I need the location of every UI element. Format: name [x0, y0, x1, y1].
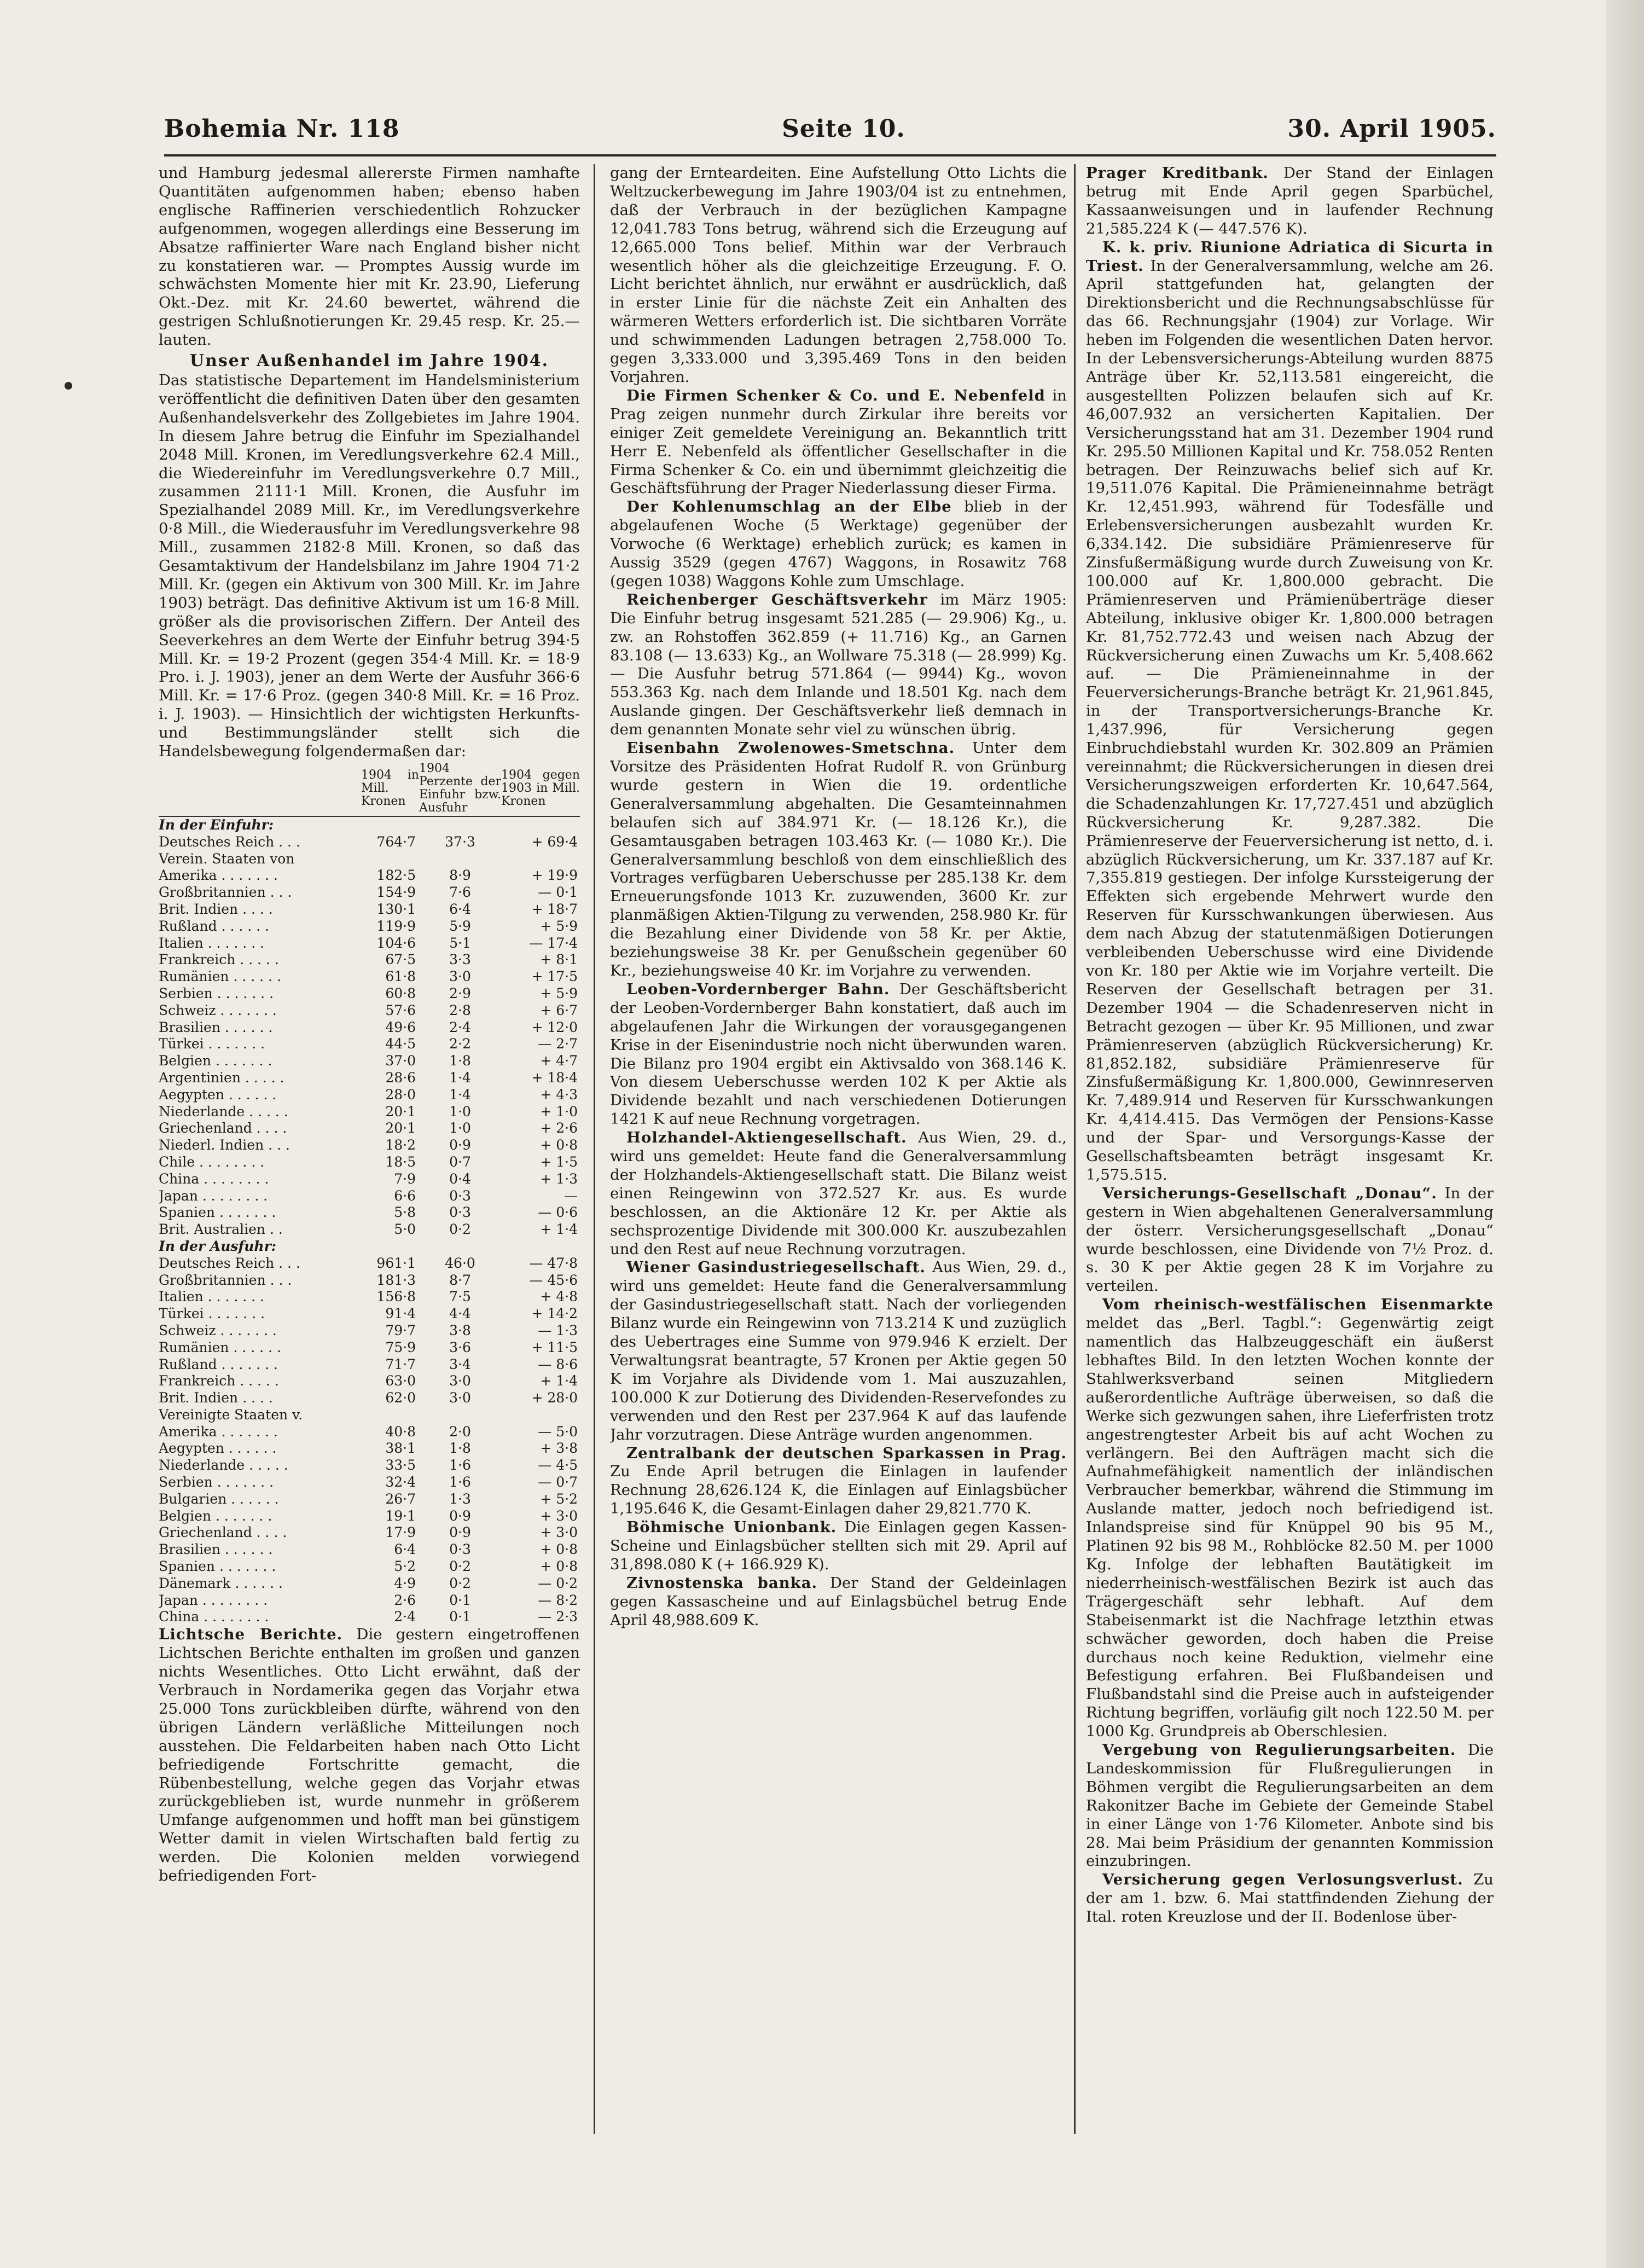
- headline-kreditbank: Prager Kreditbank.: [1086, 164, 1269, 182]
- value-cell: 38·1: [385, 1440, 416, 1457]
- table-row: [159, 1002, 580, 1019]
- percent-cell: 46·0: [445, 1255, 475, 1271]
- headline-regulierung: Vergebung von Regulierungsarbeiten.: [1102, 1741, 1456, 1759]
- change-cell: — 45·6: [529, 1272, 578, 1288]
- table-row: [159, 1575, 580, 1592]
- change-cell: — 0·6: [538, 1204, 578, 1221]
- country-cell: Griechenland . . . .: [159, 1120, 287, 1136]
- percent-cell: 2·0: [449, 1423, 471, 1440]
- country-cell: Japan . . . . . . . .: [159, 1592, 268, 1608]
- table-row: [159, 1019, 580, 1036]
- table-row: [159, 1424, 580, 1441]
- table-row: [159, 1221, 580, 1238]
- table-row: [159, 1407, 580, 1424]
- column-1: [159, 164, 580, 2134]
- table-row: [159, 884, 580, 901]
- headline-unionbank: Böhmische Unionbank.: [626, 1518, 837, 1536]
- change-cell: + 4·3: [540, 1086, 578, 1103]
- headline-zentralbank: Zentralbank der deutschen Sparkassen in Prag.: [626, 1444, 1067, 1462]
- value-cell: 156·8: [376, 1289, 416, 1305]
- headline-zivnostenska: Zivnostenska banka.: [626, 1574, 818, 1592]
- percent-cell: 2·2: [449, 1036, 471, 1052]
- article-holzhandel: Aus Wien, 29. d., wird uns gemeldet: Heute fand die Generalversammlung der Holzhandels-Aktiengesellschaft statt. Die Bilanz weist einen Reingewinn von 372.527 Kr. aus. Es wurde beschlossen, an die Aktionäre 12 Kr. per Aktie als sechsprozentige Dividende mit 300.000 Kr. auszubezahlen und den Rest auf neue Rechnung vorzutragen.: [610, 1129, 1067, 1258]
- table-row: [159, 1373, 580, 1390]
- newspaper-title: Bohemia Nr. 118: [164, 115, 400, 143]
- percent-cell: 0·2: [449, 1221, 471, 1238]
- change-cell: + 69·4: [531, 833, 578, 850]
- table-row: [159, 1104, 580, 1121]
- change-cell: + 5·9: [540, 918, 578, 934]
- value-cell: 182·5: [376, 867, 416, 884]
- percent-cell: 3·0: [449, 1373, 471, 1389]
- import-rows: [159, 816, 580, 1238]
- table-row: [159, 1171, 580, 1188]
- value-cell: 5·2: [394, 1558, 416, 1575]
- value-cell: 40·8: [385, 1423, 416, 1440]
- country-cell: Niederlande . . . . .: [159, 1457, 288, 1474]
- change-cell: + 1·4: [540, 1373, 578, 1389]
- percent-cell: 5·9: [449, 918, 471, 934]
- headline-riunione: K. k. priv. Riunione Adriatica di Sicurta in Triest.: [1086, 238, 1494, 275]
- percent-cell: 4·4: [449, 1306, 471, 1322]
- table-row: [159, 1508, 580, 1525]
- change-cell: —: [564, 1187, 578, 1204]
- table-row: [159, 968, 580, 985]
- column-divider-2: [1074, 164, 1076, 2134]
- value-cell: 20·1: [385, 1120, 416, 1136]
- change-cell: + 14·2: [531, 1306, 578, 1322]
- change-cell: + 5·9: [540, 985, 578, 1001]
- article-kohlenumschlag: blieb in der abgelaufenen Woche (5 Werktage) gegenüber der Vorwoche (6 Werktage) erheblich zurück; es kamen in Aussig 3529 (gegen 4767) Waggons, in Rosawitz 768 (gegen 1038) Waggons Kohle zum Umschlage.: [610, 498, 1067, 590]
- percent-cell: 3·0: [449, 1390, 471, 1406]
- value-cell: 5·8: [394, 1204, 416, 1221]
- country-cell: Großbritannien . . .: [159, 884, 292, 901]
- table-header-value: 1904 in Mill. Kronen: [361, 761, 419, 816]
- country-cell: Argentinien . . . . .: [159, 1069, 284, 1086]
- value-cell: 4·9: [394, 1575, 416, 1591]
- export-rows: [159, 1238, 580, 1626]
- country-cell: Italien . . . . . . .: [159, 1289, 264, 1305]
- change-cell: + 1·0: [540, 1103, 578, 1120]
- country-cell: Bulgarien . . . . . .: [159, 1490, 279, 1507]
- change-cell: + 11·5: [531, 1339, 578, 1355]
- percent-cell: 1·4: [449, 1069, 471, 1086]
- percent-cell: [419, 1407, 501, 1424]
- percent-cell: 0·1: [449, 1592, 471, 1608]
- change-cell: — 0·2: [538, 1575, 578, 1591]
- value-cell: 33·5: [385, 1457, 416, 1474]
- punch-hole-mark: [65, 382, 72, 390]
- percent-cell: 7·5: [449, 1289, 471, 1305]
- value-cell: [361, 1407, 419, 1424]
- percent-cell: 1·0: [449, 1120, 471, 1136]
- article-kreditbank: Der Stand der Einlagen betrug mit Ende April gegen Sparbüchel, Kassaanweisungen und in laufender Rechnung 21,585.224 K (— 447.576 K).: [1086, 164, 1494, 237]
- table-row: [159, 867, 580, 884]
- country-cell: Amerika . . . . . . .: [159, 867, 278, 884]
- header-rule: [164, 154, 1496, 156]
- country-cell: Brasilien . . . . . .: [159, 1019, 273, 1035]
- country-cell: Belgien . . . . . . .: [159, 1053, 272, 1069]
- country-cell: Brit. Indien . . . .: [159, 901, 273, 917]
- trade-table-header: [159, 761, 580, 816]
- headline-schenker: Die Firmen Schenker & Co. und E. Nebenfeld: [626, 386, 1045, 404]
- import-heading: In der Einfuhr:: [159, 817, 274, 833]
- country-cell: Serbien . . . . . . .: [159, 985, 274, 1001]
- table-row: [159, 1137, 580, 1154]
- value-cell: 154·9: [376, 884, 416, 901]
- value-cell: 62·0: [385, 1390, 416, 1406]
- table-header-change: 1904 gegen 1903 in Mill. Kronen: [501, 761, 580, 816]
- article-licht: Die gestern eingetroffenen Lichtschen Berichte enthalten im großen und ganzen nichts Wesentliches. Otto Licht erwähnt, daß der Verbrauch in Nordamerika gegen das Vorjahr etwa 25.000 Tons zurückbleiben dürfte, während von den übrigen Ländern verläßliche Mitteilungen noch ausstehen. Die Feldarbeiten haben nach Otto Licht befriedigende Fortschritte gemacht, die Rübenbestellung, welche gegen das Vorjahr etwas zurückgeblieben ist, wurde nunmehr in größerem Umfange aufgenommen und hofft man bei günstigem Wetter damit in vielen Wirtschaften bald fertig zu werden. Die Kolonien melden vorwiegend befriedigenden Fort-: [159, 1626, 580, 1885]
- country-cell: Niederl. Indien . . .: [159, 1137, 290, 1153]
- country-cell: Schweiz . . . . . . .: [159, 1002, 277, 1018]
- country-cell: Vereinigte Staaten v.: [159, 1406, 303, 1423]
- column-3: [1086, 164, 1494, 2134]
- value-cell: 181·3: [376, 1272, 416, 1288]
- percent-cell: 0·9: [449, 1507, 471, 1524]
- country-cell: Serbien . . . . . . .: [159, 1474, 274, 1490]
- table-row: [159, 1457, 580, 1474]
- value-cell: 71·7: [385, 1356, 416, 1372]
- article-leoben: Der Geschäftsbericht der Leoben-Vordernberger Bahn konstatiert, daß auch im abgelaufenen Jahr die Wirkungen der vorausgegangenen Krise in der Eisenindustrie noch nicht überwunden waren. Die Bilanz pro 1904 ergibt ein Aktivsaldo von 368.146 K. Von diesem Ueberschusse werden 102 K per Aktie als Dividende bezahlt und nach verschiedenen Dotierungen 1421 K auf neue Rechnung vorgetragen.: [610, 980, 1067, 1128]
- country-cell: China . . . . . . . .: [159, 1609, 269, 1625]
- value-cell: 37·0: [385, 1053, 416, 1069]
- table-row: [159, 1204, 580, 1221]
- change-cell: — 17·4: [529, 935, 578, 951]
- change-cell: + 0·8: [540, 1137, 578, 1153]
- country-cell: Brit. Indien . . . .: [159, 1390, 273, 1406]
- country-cell: Rußland . . . . . . .: [159, 1356, 278, 1372]
- value-cell: 79·7: [385, 1322, 416, 1338]
- value-cell: 91·4: [385, 1306, 416, 1322]
- change-cell: + 0·8: [540, 1558, 578, 1575]
- percent-cell: 0·3: [449, 1187, 471, 1204]
- country-cell: Niederlande . . . . .: [159, 1103, 288, 1120]
- table-row: [159, 1154, 580, 1171]
- country-cell: Rumänien . . . . . .: [159, 1339, 281, 1355]
- value-cell: 7·9: [394, 1170, 416, 1187]
- table-row: [159, 1306, 580, 1322]
- change-cell: + 2·6: [540, 1120, 578, 1136]
- value-cell: 2·6: [394, 1592, 416, 1608]
- page-header: [164, 115, 1496, 153]
- value-cell: 67·5: [385, 952, 416, 968]
- country-cell: Chile . . . . . . . .: [159, 1153, 265, 1170]
- table-row: [159, 1356, 580, 1373]
- table-row: [159, 1558, 580, 1575]
- percent-cell: 0·7: [449, 1153, 471, 1170]
- percent-cell: 0·2: [449, 1558, 471, 1575]
- country-cell: Türkei . . . . . . .: [159, 1306, 265, 1322]
- value-cell: 60·8: [385, 985, 416, 1001]
- percent-cell: 1·6: [449, 1474, 471, 1490]
- article-zivnostenska: Der Stand der Geldeinlagen gegen Kassascheine und auf Einlagsbüchel betrug Ende April 48,988.609 K.: [610, 1574, 1067, 1629]
- percent-cell: 8·7: [449, 1272, 471, 1288]
- country-cell: Amerika . . . . . . .: [159, 1423, 278, 1440]
- table-row: [159, 1440, 580, 1457]
- value-cell: 19·1: [385, 1507, 416, 1524]
- article-gasindustrie: Aus Wien, 29. d., wird uns gemeldet: Heute fand die Generalversammlung der Gasindustriegesellschaft statt. Nach der vorliegenden Bilanz wurde ein Reingewinn von 713.214 K und zuzüglich des Uebertrages eine Summe von 979.946 K erzielt. Der Verwaltungsrat beantragte, 57 Kronen per Aktie gegen 50 K im Vorjahre als Dividende vom 1. Mai auszuzahlen, 100.000 K zur Dotierung des Dividenden-Reservefondes zu verwenden und den Rest per 237.964 K auf das laufende Jahr vorzutragen. Diese Anträge wurden angenommen.: [610, 1258, 1067, 1443]
- page-number: Seite 10.: [782, 115, 905, 143]
- value-cell: 57·6: [385, 1002, 416, 1018]
- change-cell: + 6·7: [540, 1002, 578, 1018]
- value-cell: 119·9: [376, 918, 416, 934]
- value-cell: 75·9: [385, 1339, 416, 1355]
- country-cell: Aegypten . . . . . .: [159, 1440, 277, 1457]
- table-row: [159, 1390, 580, 1407]
- country-cell: Belgien . . . . . . .: [159, 1507, 272, 1524]
- table-row: [159, 1322, 580, 1339]
- value-cell: 18·5: [385, 1153, 416, 1170]
- article-headline-licht: Lichtsche Berichte.: [159, 1626, 343, 1644]
- country-cell: Spanien . . . . . . .: [159, 1558, 276, 1575]
- article-eisenbahn: Unter dem Vorsitze des Präsidenten Hofrat Rudolf R. von Grünburg wurde gestern in Wien die 19. ordentliche Generalversammlung abgehalten. Die Gesamteinnahmen belaufen sich auf 384.971 Kr. (— 18.126 Kr.), die Gesamtausgaben betragen 103.463 Kr. (— 1080 Kr.). Die Generalversammlung beschloß von dem einschließlich des Vortrages verfügbaren Ueberschusse per 285.138 Kr. dem Erneuerungsfonde 1013 Kr. zuzuwenden, 3600 Kr. zur planmäßigen Aktien-Tilgung zu verwenden, 258.980 Kr. für die Bezahlung einer Dividende von 58 Kr. per Aktie, beziehungsweise 38 Kr. per Genußschein gegenüber 60 Kr., beziehungsweise 40 Kr. im Vorjahre zu verwenden.: [610, 739, 1067, 979]
- change-cell: — 2·3: [538, 1609, 578, 1625]
- percent-cell: 2·8: [449, 1002, 471, 1018]
- change-cell: — 8·2: [538, 1592, 578, 1608]
- headline-eisenbahn: Eisenbahn Zwolenowes-Smetschna.: [626, 739, 955, 757]
- value-cell: 6·6: [394, 1187, 416, 1204]
- change-cell: + 17·5: [531, 968, 578, 985]
- table-row: [159, 1036, 580, 1053]
- table-row: [159, 1188, 580, 1205]
- change-cell: + 3·0: [540, 1524, 578, 1541]
- value-cell: 5·0: [394, 1221, 416, 1238]
- value-cell: 130·1: [376, 901, 416, 917]
- country-cell: Aegypten . . . . . .: [159, 1086, 277, 1103]
- percent-cell: 3·8: [449, 1322, 471, 1338]
- percent-cell: 0·3: [449, 1204, 471, 1221]
- country-cell: Dänemark . . . . . .: [159, 1575, 283, 1591]
- article-zentralbank: Zu Ende April betrugen die Einlagen in laufender Rechnung 28,626.124 K, die Einlagen auf Einlagsbücher 1,195.646 K, die Gesamt-Einlagen daher 29,821.770 K.: [610, 1463, 1067, 1518]
- percent-cell: 1·3: [449, 1490, 471, 1507]
- change-cell: + 18·4: [531, 1069, 578, 1086]
- value-cell: 61·8: [385, 968, 416, 985]
- table-row: [159, 834, 580, 851]
- country-cell: Deutsches Reich . . .: [159, 833, 300, 850]
- value-cell: 17·9: [385, 1524, 416, 1541]
- change-cell: [501, 851, 580, 868]
- value-cell: 26·7: [385, 1490, 416, 1507]
- value-cell: 764·7: [376, 833, 416, 850]
- table-row: [159, 1474, 580, 1491]
- country-cell: Frankreich . . . . .: [159, 1373, 279, 1389]
- value-cell: 961·1: [376, 1255, 416, 1271]
- article-licht-cont: gang der Ernteardeiten. Eine Aufstellung Otto Lichts die Weltzuckerbewegung im Jahre 1903/04 ist zu entnehmen, daß der Verbrauch in der bezüglichen Kampagne 12,041.783 Tons betrug, während sich die Erzeugung auf 12,665.000 Tons belief. Mithin war der Verbrauch wesentlich höher als die gleichzeitige Erzeugung. F. O. Licht berichtet ähnlich, nur erwähnt er ausdrücklich, daß in erster Linie für die nächste Zeit ein Anhalten des wärmeren Wetters erforderlich ist. Die sichtbaren Vorräte und schwimmenden Ladungen betragen 2,758.000 To. gegen 3,333.000 und 3,395.469 Tons in den beiden Vorjahren.: [610, 164, 1067, 386]
- change-cell: — 4·5: [538, 1457, 578, 1474]
- percent-cell: 3·3: [449, 952, 471, 968]
- country-cell: Griechenland . . . .: [159, 1524, 287, 1541]
- article-headline-aussenhandel: Unser Außenhandel im Jahre 1904.: [189, 351, 549, 371]
- percent-cell: 2·4: [449, 1019, 471, 1035]
- change-cell: + 12·0: [531, 1019, 578, 1035]
- percent-cell: 6·4: [449, 901, 471, 917]
- table-row: [159, 952, 580, 968]
- table-row: [159, 1053, 580, 1070]
- change-cell: + 3·8: [540, 1440, 578, 1457]
- country-cell: Rumänien . . . . . .: [159, 968, 281, 985]
- percent-cell: 1·8: [449, 1440, 471, 1457]
- headline-leoben: Leoben-Vordernberger Bahn.: [626, 980, 890, 998]
- change-cell: — 0·7: [538, 1474, 578, 1490]
- country-cell: Brasilien . . . . . .: [159, 1541, 273, 1558]
- country-cell: Italien . . . . . . .: [159, 935, 264, 951]
- trade-table: [159, 761, 580, 1626]
- value-cell: 18·2: [385, 1137, 416, 1153]
- country-cell: Rußland . . . . . .: [159, 918, 269, 934]
- percent-cell: 3·4: [449, 1356, 471, 1372]
- table-row: [159, 985, 580, 1002]
- article-verlosung: Zu der am 1. bzw. 6. Mai stattfindenden Ziehung der Ital. roten Kreuzlose und der II. Bodenlose über-: [1086, 1871, 1494, 1926]
- percent-cell: 0·2: [449, 1575, 471, 1591]
- table-row: [159, 1289, 580, 1306]
- table-row: [159, 1609, 580, 1626]
- table-row: [159, 935, 580, 952]
- table-row: [159, 1070, 580, 1087]
- country-cell: Großbritannien . . .: [159, 1272, 292, 1288]
- percent-cell: 1·0: [449, 1103, 471, 1120]
- table-row: [159, 901, 580, 918]
- headline-eisenmarkt: Vom rheinisch-westfälischen Eisenmarkte: [1102, 1296, 1494, 1314]
- country-cell: Verein. Staaten von: [159, 850, 295, 867]
- percent-cell: 0·9: [449, 1524, 471, 1541]
- percent-cell: 2·9: [449, 985, 471, 1001]
- issue-date: 30. April 1905.: [1287, 115, 1496, 143]
- change-cell: + 5·2: [540, 1490, 578, 1507]
- change-cell: + 1·3: [540, 1170, 578, 1187]
- change-cell: + 28·0: [531, 1390, 578, 1406]
- headline-verlosung: Versicherung gegen Verlosungsverlust.: [1102, 1871, 1463, 1889]
- table-row: [159, 1524, 580, 1541]
- percent-cell: 3·6: [449, 1339, 471, 1355]
- country-cell: Türkei . . . . . . .: [159, 1036, 265, 1052]
- country-cell: Frankreich . . . . .: [159, 952, 279, 968]
- percent-cell: 37·3: [445, 833, 475, 850]
- column-2: [610, 164, 1067, 2134]
- headline-reichenberg: Reichenberger Geschäftsverkehr: [626, 590, 928, 608]
- value-cell: 44·5: [385, 1036, 416, 1052]
- percent-cell: 5·1: [449, 935, 471, 951]
- change-cell: + 1·4: [540, 1221, 578, 1238]
- article-regulierung: Die Landeskommission für Flußregulierungen in Böhmen vergibt die Regulierungsarbeiten an dem Rakonitzer Bache im Gebiete der Gemeinde Stabel in einer Länge von 1·76 Kilometer. Anbote sind bis 28. Mai beim Präsidium der genannten Kommission einzubringen.: [1086, 1741, 1494, 1870]
- sugar-report-end: und Hamburg jedesmal allererste Firmen namhafte Quantitäten aufgenommen haben; ebenso haben englische Raffinerien verschiedentlich Rohzucker aufgenommen, wogegen allerdings eine Besserung im Absatze raffinierter Ware nach England bisher nicht zu konstatieren war. — Promptes Aussig wurde im schwächsten Momente hier mit Kr. 23.90, Lieferung Okt.-Dez. mit Kr. 24.60 bewertet, während die gestrigen Schlußnotierungen Kr. 29.45 resp. Kr. 25.— lauten.: [159, 164, 580, 349]
- article-riunione: In der Generalversammlung, welche am 26. April stattgefunden hat, gelangten der Direktionsbericht und die Rechnungsabschlüsse für das 66. Rechnungsjahr (1904) zur Vorlage. Wir heben im Folgenden die wesentlichen Daten hervor. In der Lebensversicherungs-Abteilung wurden 8875 Anträge über Kr. 52,113.581 eingereicht, die ausgestellten Polizzen belaufen sich auf Kr. 46,007.932 an versicherten Kapitalien. Der Versicherungsstand hat am 31. Dezember 1904 rund Kr. 295.50 Millionen Kapital und Kr. 758.052 Renten betragen. Der Reinzuwachs belief sich auf Kr. 19,511.076 Kapital. Die Prämieneinnahme beträgt Kr. 12,451.993, während für Todesfälle und Erlebensversicherungen ausbezahlt wurden Kr. 6,334.142. Die subsidiäre Prämienreserve für Zinsfußermäßigung wurde durch Zuweisung von Kr. 100.000 auf Kr. 1,800.000 gebracht. Die Prämienreserven und Prämienüberträge dieser Abteilung, inklusive obiger Kr. 1,800.000 betragen Kr. 81,752.772.43 und weisen nach Abzug der Rückversicherung einen Zuwachs um Kr. 5,408.662 auf. — Die Prämieneinnahme in der Feuerversicherungs-Branche beträgt Kr. 21,961.845, in der Transportversicherungs-Branche Kr. 1,437.996, für Versicherung gegen Einbruchdiebstahl wurden Kr. 302.809 an Prämien vereinnahmt; die Rückversicherungen in diesen drei Versicherungszweigen erforderten Kr. 10,647.564, die Schadenzahlungen Kr. 17,727.451 und abzüglich Rückversicherung Kr. 9,287.382. Die Prämienreserve der Feuerversicherung ist netto, d. i. abzüglich Rückversicherung, um Kr. 337.187 auf Kr. 7,355.819 gestiegen. Der infolge Kurssteigerung der Effekten sich ergebende Mehrwert wurde den Reserven für Kursschwankungen überwiesen. Aus dem nach Abzug der statutenmäßigen Dotierungen verbleibenden Ueberschusse wird eine Dividende von Kr. 180 per Aktie wie im Vorjahre verteilt. Die Reserven der Gesellschaft betragen per 31. Dezember 1904 — die Schadenreserven nicht in Betracht gezogen — über Kr. 95 Millionen, und zwar Prämienreserven (abzüglich Rückversicherung) Kr. 81,852.182, subsidiäre Prämienreserve für Zinsfußermäßigung Kr. 1,800.000, Gewinnreserven Kr. 7,489.914 und Reserven für Kursschwankungen Kr. 4,414.415. Das Vermögen der Pensions-Kasse und der Spar- und Versorgungs-Kasse der Gesellschaftsbeamten beträgt insgesamt Kr. 1,575.515.: [1086, 257, 1494, 1184]
- article-aussenhandel: Das statistische Departement im Handelsministerium veröffentlicht die definitiven Daten über den gesamten Außenhandelsverkehr des Zollgebietes im Jahre 1904. In diesem Jahre betrug die Einfuhr im Spezialhandel 2048 Mill. Kronen, im Veredlungsverkehre 62.4 Mill., die Wiedereinfuhr im Veredlungsverkehre 0.7 Mill., zusammen 2111·1 Mill. Kronen, die Ausfuhr im Spezialhandel 2089 Mill. Kr., im Veredlungsverkehre 0·8 Mill., die Wiederausfuhr im Veredlungsverkehre 98 Mill., zusammen 2182·8 Mill. Kronen, so daß das Gesamtaktivum der Handelsbilanz im Jahre 1904 71·2 Mill. Kr. (gegen ein Aktivum von 300 Mill. Kr. im Jahre 1903) beträgt. Das definitive Aktivum ist um 16·8 Mill. größer als die provisorischen Ziffern. Der Anteil des Seeverkehres an dem Werte der Einfuhr betrug 394·5 Mill. Kr. = 19·2 Prozent (gegen 354·4 Mill. Kr. = 18·9 Pro. i. J. 1903), jener an dem Werte der Ausfuhr 366·6 Mill. Kr. = 17·6 Proz. (gegen 340·8 Mill. Kr. = 16 Proz. i. J. 1903). — Hinsichtlich der wichtigsten Herkunfts- und Bestimmungsländer stellt sich die Handelsbewegung folgendermaßen dar:: [159, 371, 580, 761]
- country-cell: Japan . . . . . . . .: [159, 1187, 268, 1204]
- percent-cell: 7·6: [449, 884, 471, 901]
- value-cell: 63·0: [385, 1373, 416, 1389]
- table-row: [159, 1272, 580, 1289]
- page-edge-shadow: [1606, 0, 1644, 2268]
- table-header-percent: 1904 Perzente der Einfuhr bzw. Ausfuhr: [419, 761, 501, 816]
- percent-cell: [419, 851, 501, 868]
- change-cell: — 1·3: [538, 1322, 578, 1338]
- article-eisenmarkt: meldet das „Berl. Tagbl.“: Gegenwärtig zeigt namentlich das Halbzeuggeschäft ein äußerst lebhaftes Bild. In den letzten Wochen konnte der Stahlwerksverband seinen Mitgliedern außerordentliche Aufträge überweisen, so daß die Werke sich gezwungen sahen, ihre Lieferfristen trotz angestrengtester Arbeit bis auf acht Wochen zu verlängern. Bei den Aufträgen macht sich die Aufnahmefähigkeit namentlich der inländischen Verbraucher bemerkbar, während die Stimmung im Auslande matter, jedoch noch befriedigend ist. Inlandspreise sind für Knüppel 90 bis 95 M., Platinen 92 bis 98 M., Rohblöcke 82.50 M. per 1000 Kg. Infolge der lebhaften Bautätigkeit im niederrheinisch-westfälischen Bezirk ist auch das Trägergeschäft sehr lebhaft. Auf dem Stabeisenmarkt ist die Nachfrage letzthin etwas schwächer geworden, doch haben die Preise durchaus noch keine Reduktion, vielmehr eine Befestigung erfahren. Bei Flußbandeisen und Flußbandstahl sind die Preise auch in aufsteigender Richtung begriffen, vorläufig gilt noch 122.50 M. per 1000 Kg. Grundpreis ab Oberschlesien.: [1086, 1314, 1494, 1741]
- change-cell: + 4·7: [540, 1053, 578, 1069]
- change-cell: — 8·6: [538, 1356, 578, 1372]
- country-cell: China . . . . . . . .: [159, 1170, 269, 1187]
- percent-cell: 8·9: [449, 867, 471, 884]
- article-donau: In der gestern in Wien abgehaltenen Generalversammlung der österr. Versicherungsgesellschaft „Donau“ wurde beschlossen, eine Dividende von 7½ Proz. d. s. 30 K per Aktie gegen 28 K im Vorjahre zu verteilen.: [1086, 1184, 1494, 1295]
- table-row: [159, 1120, 580, 1137]
- table-row: [159, 851, 580, 868]
- change-cell: + 19·9: [531, 867, 578, 884]
- table-row: [159, 1491, 580, 1508]
- table-row: [159, 918, 580, 935]
- headline-kohlenumschlag: Der Kohlenumschlag an der Elbe: [626, 498, 952, 516]
- headline-holzhandel: Holzhandel-Aktiengesellschaft.: [626, 1129, 907, 1147]
- table-row: [159, 1255, 580, 1272]
- country-cell: Spanien . . . . . . .: [159, 1204, 276, 1221]
- headline-donau: Versicherungs-Gesellschaft „Donau“.: [1102, 1184, 1437, 1202]
- percent-cell: 1·8: [449, 1053, 471, 1069]
- percent-cell: 0·9: [449, 1137, 471, 1153]
- column-divider-1: [594, 164, 595, 2134]
- percent-cell: 0·3: [449, 1541, 471, 1558]
- value-cell: 2·4: [394, 1609, 416, 1625]
- article-schenker: in Prag zeigen nunmehr durch Zirkular ihre bereits vor einiger Zeit gemeldete Vereinigung an. Bekanntlich tritt Herr E. Nebenfeld als öffentlicher Gesellschafter in die Firma Schenker & Co. ein und übernimmt gleichzeitig die Geschäftsführung der Prager Niederlassung dieser Firma.: [610, 386, 1067, 497]
- table-row: [159, 1541, 580, 1558]
- article-unionbank: Die Einlagen gegen Kassen-Scheine und Einlagsbücher stellten sich mit 29. April auf 31,898.080 K (+ 166.929 K).: [610, 1518, 1067, 1573]
- value-cell: 49·6: [385, 1019, 416, 1035]
- percent-cell: 3·0: [449, 968, 471, 985]
- value-cell: 6·4: [394, 1541, 416, 1558]
- change-cell: — 5·0: [538, 1423, 578, 1440]
- change-cell: — 47·8: [529, 1255, 578, 1271]
- value-cell: 104·6: [376, 935, 416, 951]
- change-cell: — 2·7: [538, 1036, 578, 1052]
- change-cell: + 1·5: [540, 1153, 578, 1170]
- percent-cell: 0·1: [449, 1609, 471, 1625]
- change-cell: [501, 1407, 580, 1424]
- percent-cell: 0·4: [449, 1170, 471, 1187]
- change-cell: + 0·8: [540, 1541, 578, 1558]
- article-reichenberg: im März 1905: Die Einfuhr betrug insgesamt 521.285 (— 29.906) Kg., u. zw. an Rohstoffen 362.859 (+ 11.716) Kg., an Garnen 83.108 (— 13.633) Kg., an Wollware 75.318 (— 28.999) Kg. — Die Ausfuhr betrug 571.864 (— 9944) Kg., wovon 553.363 Kg. nach dem Inlande und 18.501 Kg. nach dem Auslande gingen. Der Geschäftsverkehr ließ demnach in dem genannten Monate sehr viel zu wünschen übrig.: [610, 590, 1067, 739]
- value-cell: 20·1: [385, 1103, 416, 1120]
- percent-cell: 1·6: [449, 1457, 471, 1474]
- export-heading: In der Ausfuhr:: [159, 1238, 276, 1254]
- headline-gasindustrie: Wiener Gasindustriegesellschaft.: [626, 1258, 926, 1277]
- percent-cell: 1·4: [449, 1086, 471, 1103]
- value-cell: 32·4: [385, 1474, 416, 1490]
- change-cell: + 18·7: [531, 901, 578, 917]
- change-cell: — 0·1: [538, 884, 578, 901]
- change-cell: + 4·8: [540, 1289, 578, 1305]
- change-cell: + 8·1: [540, 952, 578, 968]
- change-cell: + 3·0: [540, 1507, 578, 1524]
- value-cell: 28·0: [385, 1086, 416, 1103]
- value-cell: 28·6: [385, 1069, 416, 1086]
- table-row: [159, 1087, 580, 1104]
- table-row: [159, 1339, 580, 1356]
- value-cell: [361, 851, 419, 868]
- country-cell: Brit. Australien . .: [159, 1221, 283, 1238]
- country-cell: Deutsches Reich . . .: [159, 1255, 300, 1271]
- table-row: [159, 1592, 580, 1609]
- country-cell: Schweiz . . . . . . .: [159, 1322, 277, 1338]
